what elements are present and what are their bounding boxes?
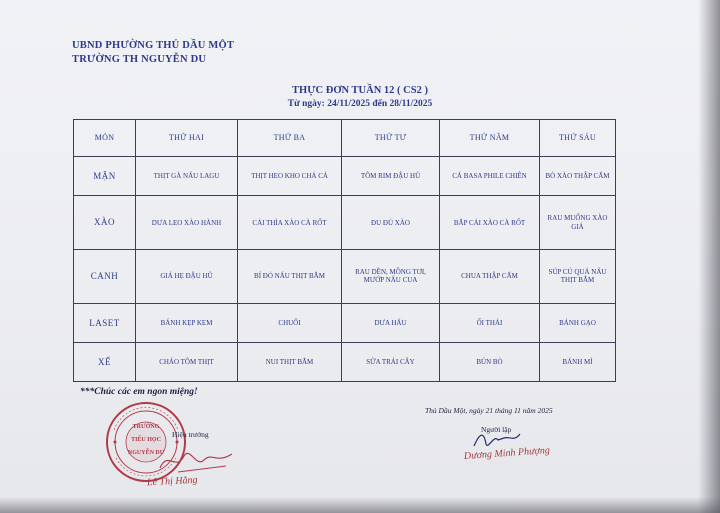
svg-text:NGUYỄN DU: NGUYỄN DU (127, 450, 165, 456)
menu-cell: DƯA LEO XÀO HÀNH (136, 196, 238, 250)
menu-title: THỰC ĐƠN TUẦN 12 ( CS2 ) (292, 85, 428, 96)
menu-cell: BÁNH KẸP KEM (136, 303, 238, 342)
principal-name: Lê Thị Hằng (146, 474, 198, 489)
table-row (74, 249, 616, 303)
preparer-name: Dương Minh Phượng (463, 445, 551, 462)
footer-note: ***Chúc các em ngon miệng! (80, 387, 198, 397)
principal-signature (156, 442, 236, 476)
menu-cell: SỮA TRÁI CÂY (342, 342, 440, 381)
table-row (74, 303, 616, 342)
table-row (74, 196, 616, 250)
menu-cell: GIÁ HẸ ĐẬU HŨ (136, 249, 238, 303)
row-dish-label: LASET (74, 303, 136, 342)
menu-cell: NUI THỊT BẰM (238, 342, 342, 381)
column-header: MÓN (74, 120, 136, 157)
column-header: THỨ SÁU (540, 120, 616, 157)
preparer-title: Người lập (481, 425, 512, 434)
menu-cell: BÚN BÒ (440, 342, 540, 381)
svg-text:TRƯỜNG: TRƯỜNG (132, 424, 160, 430)
menu-cell: ỔI THÁI (440, 303, 540, 342)
page-shadow-bottom (0, 497, 720, 513)
column-header: THỨ TƯ (342, 120, 440, 157)
page-shadow-right (698, 0, 720, 513)
column-header: THỨ NĂM (440, 120, 540, 157)
menu-cell: THỊT HEO KHO CHẢ CÁ (238, 157, 342, 196)
menu-cell: RAU MUỐNG XÀO GIÁ (540, 196, 616, 250)
menu-cell: CHUỐI (238, 303, 342, 342)
row-dish-label: XẾ (74, 342, 136, 381)
table-row (74, 157, 616, 196)
org-line-2: TRƯỜNG TH NGUYỄN DU (72, 54, 207, 65)
menu-cell: BÍ ĐỎ NẤU THỊT BẰM (238, 249, 342, 303)
menu-cell: TÔM RIM ĐẬU HŨ (342, 157, 440, 196)
menu-date-range: Từ ngày: 24/11/2025 đến 28/11/2025 (287, 99, 433, 109)
row-dish-label: CANH (74, 249, 136, 303)
table-row (74, 342, 616, 381)
menu-cell: BẮP CẢI XÀO CÀ RỐT (440, 196, 540, 250)
table-header-row (74, 120, 616, 157)
menu-cell: CHÁO TÔM THỊT (136, 342, 238, 381)
menu-cell: BÁNH GẠO (540, 303, 616, 342)
menu-cell: THỊT GÀ NẤU LAGU (136, 157, 238, 196)
row-dish-label: MẶN (74, 157, 136, 196)
column-header: THỨ HAI (136, 120, 238, 157)
menu-cell: CÁ BASA PHILE CHIÊN (440, 157, 540, 196)
place-date-line: Thủ Dầu Một, ngày 21 tháng 11 năm 2025 (425, 406, 553, 415)
menu-cell: SÚP CỦ QUẢ NẤU THỊT BẰM (540, 249, 616, 303)
row-dish-label: XÀO (74, 196, 136, 250)
svg-text:TIỂU HỌC: TIỂU HỌC (131, 437, 161, 443)
menu-cell: BÁNH MÌ (540, 342, 616, 381)
org-line-1: UBND PHƯỜNG THỦ DẦU MỘT (72, 40, 235, 51)
menu-cell: DƯA HẤU (342, 303, 440, 342)
menu-table (73, 119, 616, 382)
principal-title: Hiệu trưởng (172, 430, 209, 439)
menu-cell: RAU DỀN, MỒNG TƠI, MƯỚP NẤU CUA (342, 249, 440, 303)
menu-cell: ĐU ĐỦ XÀO (342, 196, 440, 250)
menu-cell: BÒ XÀO THẬP CẨM (540, 157, 616, 196)
column-header: THỨ BA (238, 120, 342, 157)
menu-cell: CẢI THÌA XÀO CÀ RỐT (238, 196, 342, 250)
menu-cell: CHUA THẬP CẨM (440, 249, 540, 303)
